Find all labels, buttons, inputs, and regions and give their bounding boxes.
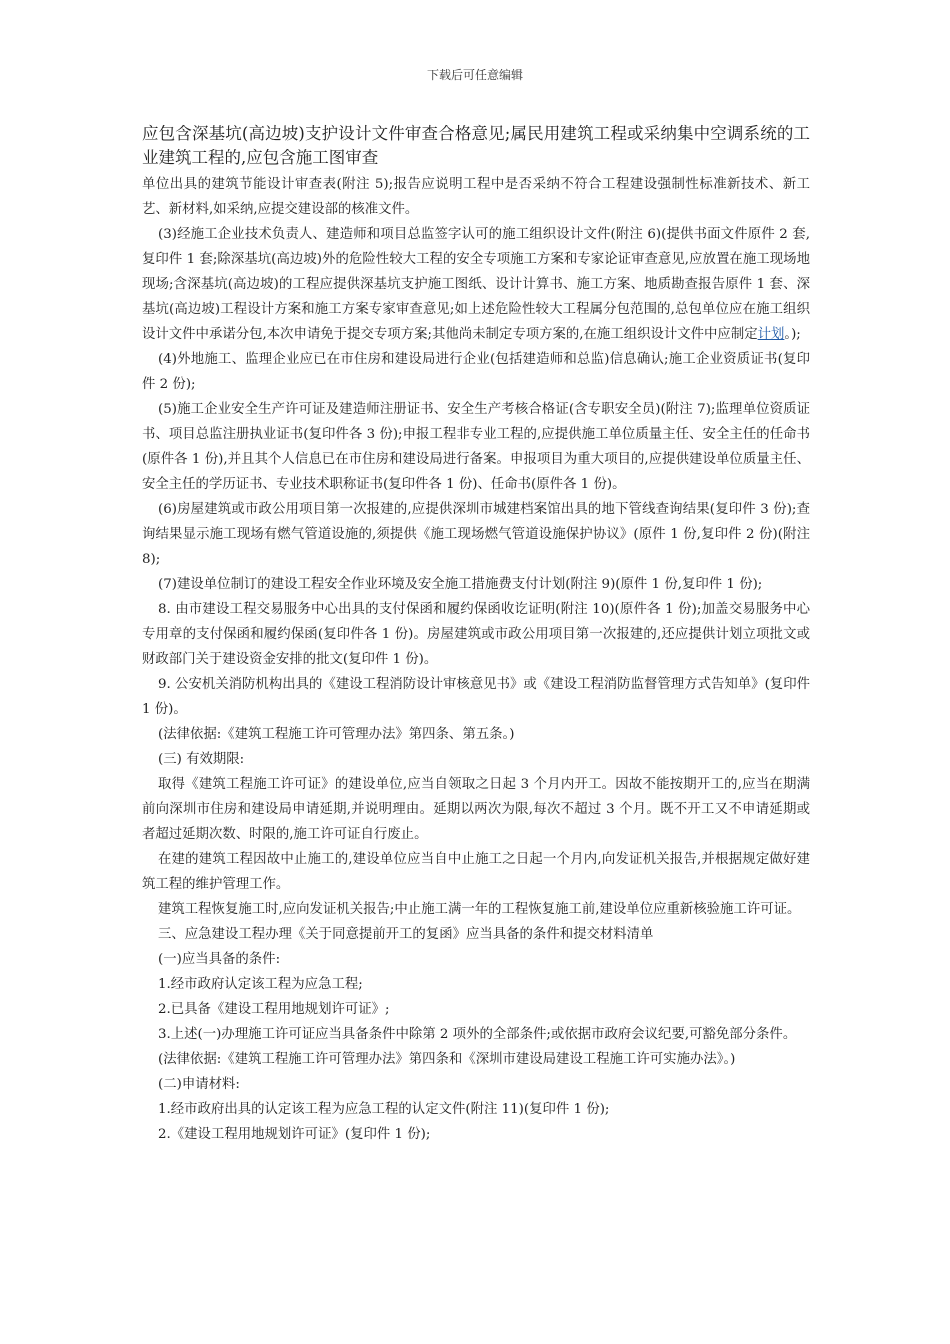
paragraph: (7)建设单位制订的建设工程安全作业环境及安全施工措施费支付计划(附注 9)(原件 1 份,复印件 1 份); [158,577,763,592]
section-heading: 应包含深基坑(高边坡)支护设计文件审查合格意见;属民用建筑工程或采纳集中空调系统的工业建筑工程的,应包含施工图审查 [142,124,810,167]
paragraph: 建筑工程恢复施工时,应向发证机关报告;中止施工满一年的工程恢复施工前,建设单位应重新核验施工许可证。 [158,902,801,917]
plan-link[interactable]: 计划 [757,327,785,342]
document-body [142,122,810,1147]
paragraph: 1.经市政府认定该工程为应急工程; [158,977,363,992]
paragraph: 取得《建筑工程施工许可证》的建设单位,应当自领取之日起 3 个月内开工。因故不能按期开工的,应当在期满前向深圳市住房和建设局申请延期,并说明理由。延期以两次为限,每次不超过 3 个月。既不开工又不申请延期或者超过延期次数、时限的,施工许可证自行废止。 [142,777,810,842]
paragraph: 三、应急建设工程办理《关于同意提前开工的复函》应当具备的条件和提交材料清单 [158,927,654,942]
paragraph: 8. 由市建设工程交易服务中心出具的支付保函和履约保函收讫证明(附注 10)(原件各 1 份);加盖交易服务中心专用章的支付保函和履约保函(复印件各 1 份)。房屋建筑或市政公用项目第一次报建的,还应提供计划立项批文或财政部门关于建设资金安排的批文(复印件 1 份)。 [142,602,810,667]
paragraph: (一)应当具备的条件: [158,952,281,967]
paragraph: 1.经市政府出具的认定该工程为应急工程的认定文件(附注 11)(复印件 1 份); [158,1102,610,1117]
paragraph: 在建的建筑工程因故中止施工的,建设单位应当自中止施工之日起一个月内,向发证机关报告,并根据规定做好建筑工程的维护管理工作。 [142,852,810,892]
paragraph: (三) 有效期限: [158,752,245,767]
paragraph: (6)房屋建筑或市政公用项目第一次报建的,应提供深圳市城建档案馆出具的地下管线查询结果(复印件 3 份);查询结果显示施工现场有燃气管道设施的,须提供《施工现场燃气管道设施保护协议》(原件 1 份,复印件 2 份)(附注 8); [142,502,810,567]
paragraph: 单位出具的建筑节能设计审查表(附注 5);报告应说明工程中是否采纳不符合工程建设强制性标准新技术、新工艺、新材料,如采纳,应提交建设部的核准文件。 [142,177,810,217]
paragraph-text: (3)经施工企业技术负责人、建造师和项目总监签字认可的施工组织设计文件(附注 6)(提供书面文件原件 2 套,复印件 1 套;除深基坑(高边坡)外的危险性较大工程的安全专项施工方案和专家论证审查意见,应放置在施工现场地现场;含深基坑(高边坡)的工程应提供深基坑支护施工图纸、设计计算书、施工方案、地质勘查报告原件 1 套、深基坑(高边坡)工程设计方案和施工方案专家审查意见;如上述危险性较大工程属分包范围的,总包单位应在施工组织设计文件中承诺分包,本次申请免于提交专项方案;其他尚未制定专项方案的,在施工组织设计文件中应制定 [142,227,810,342]
paragraph: 3.上述(一)办理施工许可证应当具备条件中除第 2 项外的全部条件;或依据市政府会议纪要,可豁免部分条件。 [158,1027,797,1042]
paragraph-text: 。); [784,327,801,342]
paragraph: 9. 公安机关消防机构出具的《建设工程消防设计审核意见书》或《建设工程消防监督管理方式告知单》(复印件 1 份)。 [142,677,810,717]
paragraph: (法律依据:《建筑工程施工许可管理办法》第四条和《深圳市建设局建设工程施工许可实施办法》。) [158,1052,736,1067]
paragraph [142,222,810,347]
paragraph: 2.已具备《建设工程用地规划许可证》; [158,1002,390,1017]
page-header: 下载后可任意编辑 [426,68,523,82]
paragraph: (法律依据:《建筑工程施工许可管理办法》第四条、第五条。) [158,727,515,742]
paragraph: (二)申请材料: [158,1077,240,1092]
paragraph: (4)外地施工、监理企业应已在市住房和建设局进行企业(包括建造师和总监)信息确认;施工企业资质证书(复印件 2 份); [142,352,810,392]
paragraph: (5)施工企业安全生产许可证及建造师注册证书、安全生产考核合格证(含专职安全员)(附注 7);监理单位资质证书、项目总监注册执业证书(复印件各 3 份);申报工程非专业工程的,应提供施工单位质量主任、安全主任的任命书(原件各 1 份),并且其个人信息已在市住房和建设局进行备案。申报项目为重大项目的,应提供建设单位质量主任、安全主任的学历证书、专业技术职称证书(复印件各 1 份)、任命书(原件各 1 份)。 [142,402,810,492]
paragraph: 2.《建设工程用地规划许可证》(复印件 1 份); [158,1127,431,1142]
